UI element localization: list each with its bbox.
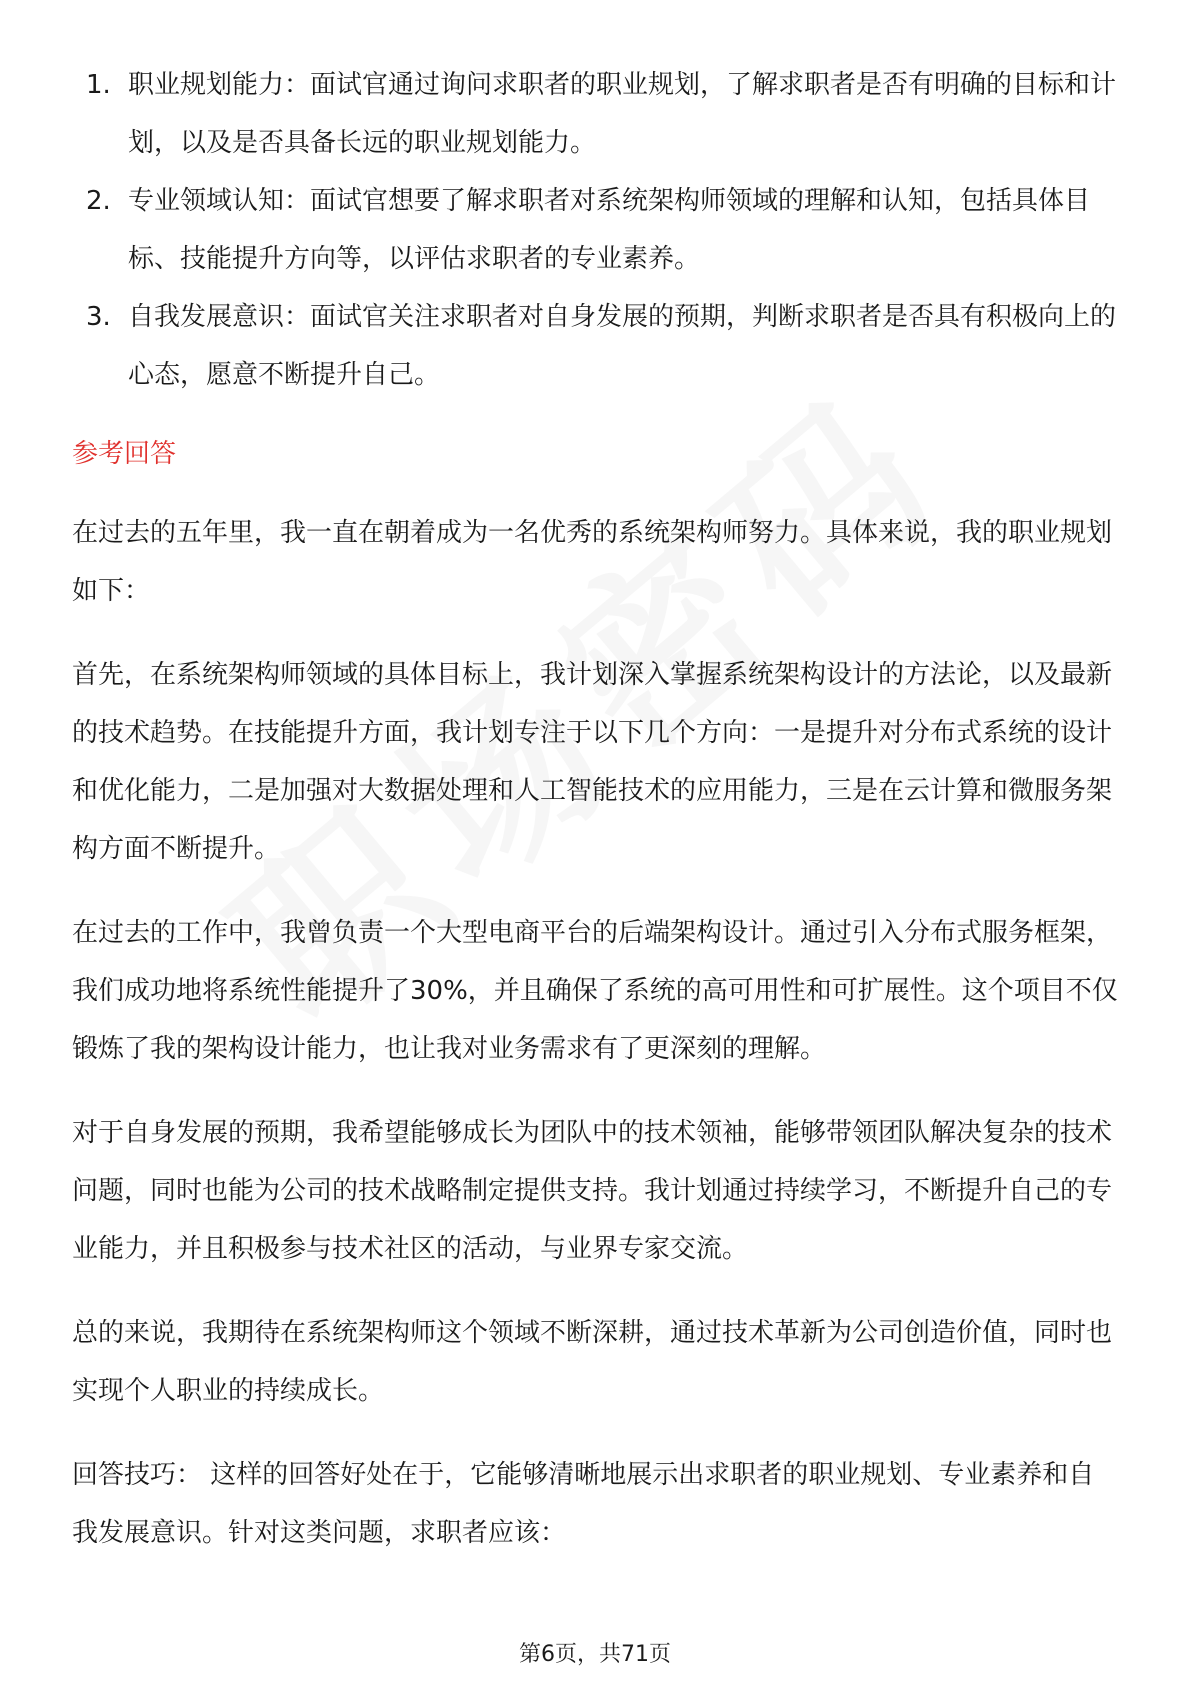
paragraph: 对于自身发展的预期，我希望能够成长为团队中的技术领袖，能够带领团队解决复杂的技术问题，同时也能为公司的技术战略制定提供支持。我计划通过持续学习，不断提升自己的专业能力，并且积极参与技术社区的活动，与业界专家交流。 [72,1118,1113,1264]
list-item [72,56,1118,172]
paragraph: 首先，在系统架构师领域的具体目标上，我计划深入掌握系统架构设计的方法论，以及最新的技术趋势。在技能提升方面，我计划专注于以下几个方向：一是提升对分布式系统的设计和优化能力，二是加强对大数据处理和人工智能技术的应用能力，三是在云计算和微服务架构方面不断提升。 [72,660,1113,864]
answer-tips-paragraph: 回答技巧： 这样的回答好处在于，它能够清晰地展示出求职者的职业规划、专业素养和自我发展意识。针对这类问题，求职者应该： [72,1460,1095,1548]
list-item [72,172,1118,288]
document-page [72,56,1118,1588]
paragraph: 在过去的工作中，我曾负责一个大型电商平台的后端架构设计。通过引入分布式服务框架，我们成功地将系统性能提升了30%，并且确保了系统的高可用性和可扩展性。这个项目不仅锻炼了我的架构设计能力，也让我对业务需求有了更深刻的理解。 [72,918,1118,1064]
section-title: 参考回答 [72,439,177,469]
list-number: 3. [86,302,111,332]
list-text: 职业规划能力：面试官通过询问求职者的职业规划，了解求职者是否有明确的目标和计划，以及是否具备长远的职业规划能力。 [128,70,1117,158]
criteria-list [72,56,1118,404]
list-number: 2. [86,186,111,216]
list-text: 专业领域认知：面试官想要了解求职者对系统架构师领域的理解和认知，包括具体目标、技能提升方向等，以评估求职者的专业素养。 [128,186,1091,274]
list-item [72,288,1118,404]
list-text: 自我发展意识：面试官关注求职者对自身发展的预期，判断求职者是否具有积极向上的心态，愿意不断提升自己。 [128,302,1117,390]
paragraph: 总的来说，我期待在系统架构师这个领域不断深耕，通过技术革新为公司创造价值，同时也实现个人职业的持续成长。 [72,1318,1113,1406]
list-number: 1. [86,70,111,100]
page-number: 第6页，共71页 [519,1642,671,1667]
paragraph: 在过去的五年里，我一直在朝着成为一名优秀的系统架构师努力。具体来说，我的职业规划如下： [72,518,1113,606]
